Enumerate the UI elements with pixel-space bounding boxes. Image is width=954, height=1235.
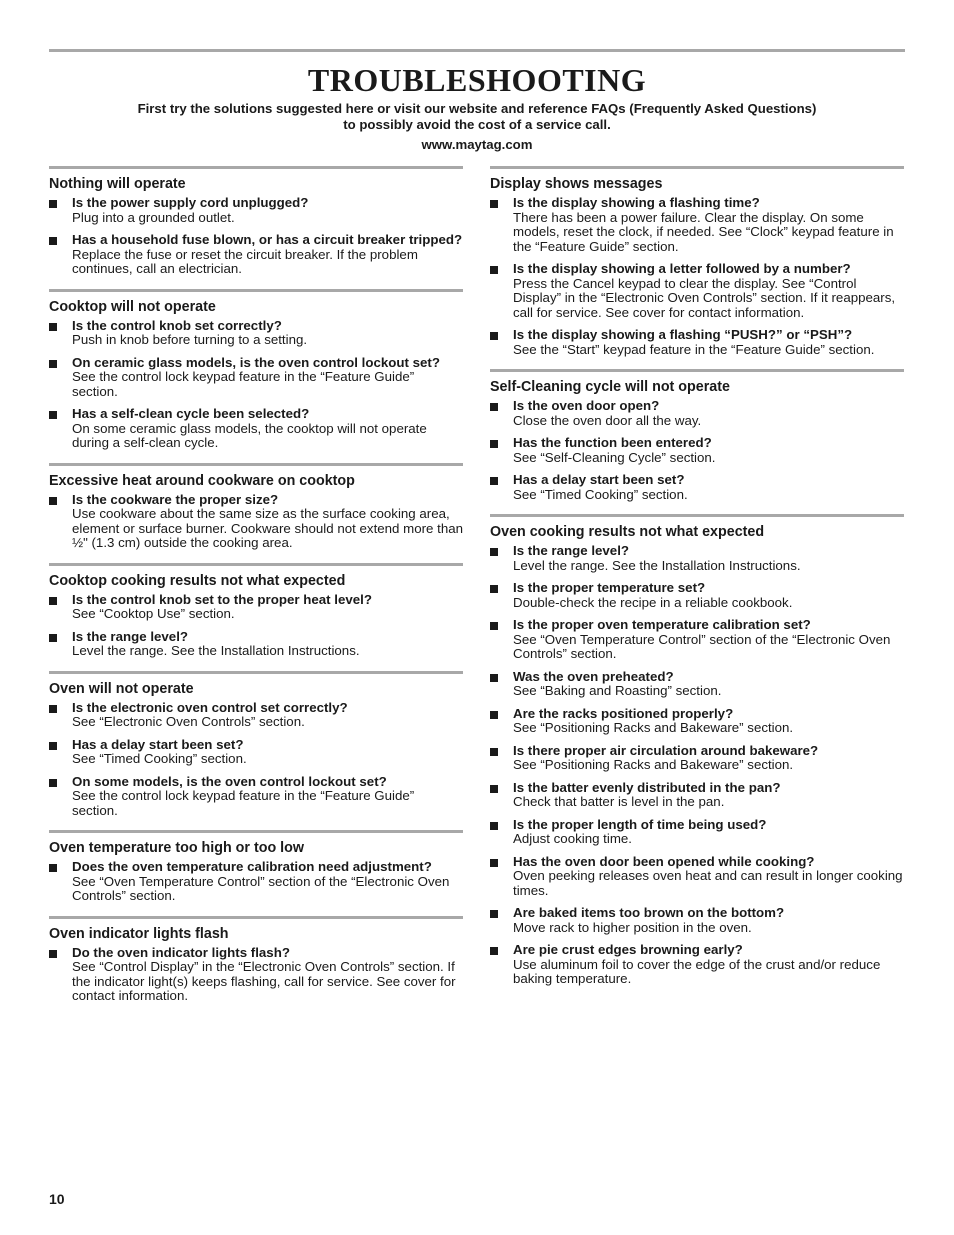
answer-text: See “Cooktop Use” section. bbox=[72, 606, 235, 621]
troubleshooting-section bbox=[49, 563, 463, 659]
question-text: Is the electronic oven control set correctly? bbox=[72, 699, 348, 715]
list-item bbox=[490, 473, 904, 502]
answer-text: Replace the fuse or reset the circuit breaker. If the problem continues, call an electrician. bbox=[72, 246, 418, 276]
square-bullet-icon bbox=[490, 859, 498, 867]
question-text: Has the function been entered? bbox=[513, 435, 712, 450]
question-text: Are the racks positioned properly? bbox=[513, 705, 734, 721]
square-bullet-icon bbox=[49, 200, 57, 208]
list-item bbox=[49, 860, 463, 904]
section-heading: Cooktop will not operate bbox=[49, 298, 216, 315]
question-text: Are baked items too brown on the bottom? bbox=[513, 905, 785, 920]
question-text: On ceramic glass models, is the oven control lockout set? bbox=[72, 354, 440, 370]
list-item bbox=[49, 738, 463, 767]
answer-text: Use aluminum foil to cover the edge of the crust and/or reduce baking temperature. bbox=[513, 956, 881, 986]
list-item bbox=[49, 775, 463, 819]
troubleshooting-section bbox=[49, 830, 463, 904]
intro-text bbox=[0, 101, 954, 133]
section-heading: Excessive heat around cookware on cooktop bbox=[49, 472, 355, 489]
top-rule bbox=[49, 49, 905, 52]
square-bullet-icon bbox=[49, 360, 57, 368]
list-item bbox=[49, 233, 463, 277]
question-text: Is the batter evenly distributed in the pan? bbox=[513, 779, 781, 795]
list-item bbox=[49, 407, 463, 451]
question-text: On some models, is the oven control lockout set? bbox=[72, 773, 387, 789]
question-text: Is the oven door open? bbox=[513, 398, 660, 413]
square-bullet-icon bbox=[49, 323, 57, 331]
answer-text: Double-check the recipe in a reliable cookbook. bbox=[513, 594, 793, 610]
question-text: Is the power supply cord unplugged? bbox=[72, 195, 309, 210]
section-heading: Oven temperature too high or too low bbox=[49, 840, 304, 856]
list-item bbox=[490, 436, 904, 465]
list-item bbox=[490, 707, 904, 736]
question-text: Is the display showing a letter followed by a number? bbox=[513, 261, 851, 276]
answer-text: Oven peeking releases oven heat and can result in longer cooking times. bbox=[513, 868, 903, 898]
question-text: Are pie crust edges browning early? bbox=[513, 942, 743, 957]
troubleshooting-section bbox=[490, 166, 904, 357]
answer-text: See “Electronic Oven Controls” section. bbox=[72, 714, 305, 729]
answer-text: See “Timed Cooking” section. bbox=[72, 751, 247, 766]
square-bullet-icon bbox=[490, 748, 498, 756]
list-item bbox=[490, 744, 904, 773]
square-bullet-icon bbox=[490, 711, 498, 719]
square-bullet-icon bbox=[490, 332, 498, 340]
answer-text: Plug into a grounded outlet. bbox=[72, 209, 235, 225]
troubleshooting-section bbox=[490, 514, 904, 987]
answer-text: Level the range. See the Installation Instructions. bbox=[513, 557, 801, 573]
list-item bbox=[49, 356, 463, 400]
answer-text: Use cookware about the same size as the surface cooking area, element or surface burner. Cookware should not extend more than ½" (1.3 cm) outside the cooking area. bbox=[72, 506, 464, 550]
list-item bbox=[490, 196, 904, 254]
square-bullet-icon bbox=[490, 200, 498, 208]
square-bullet-icon bbox=[490, 947, 498, 955]
square-bullet-icon bbox=[49, 634, 57, 642]
square-bullet-icon bbox=[49, 597, 57, 605]
question-text: Is the display showing a flashing time? bbox=[513, 195, 760, 210]
question-text: Is the cookware the proper size? bbox=[72, 491, 279, 507]
question-text: Has a delay start been set? bbox=[72, 736, 244, 752]
section-heading: Oven indicator lights flash bbox=[49, 925, 229, 942]
question-text: Has a delay start been set? bbox=[513, 472, 685, 487]
right-column bbox=[490, 166, 904, 999]
answer-text: Level the range. See the Installation Instructions. bbox=[72, 643, 360, 658]
troubleshooting-section bbox=[49, 671, 463, 819]
question-text: Is the proper temperature set? bbox=[513, 580, 706, 595]
answer-text: See “Oven Temperature Control” section of the “Electronic Oven Controls” section. bbox=[72, 873, 450, 903]
section-heading: Display shows messages bbox=[490, 176, 663, 192]
square-bullet-icon bbox=[490, 674, 498, 682]
intro-line-1: First try the solutions suggested here or visit our website and reference FAQs (Frequently Asked Questions) bbox=[137, 101, 817, 116]
troubleshooting-section bbox=[49, 916, 463, 1004]
answer-text: There has been a power failure. Clear the display. On some models, reset the clock, if needed. See “Clock” keypad feature in the “Feature Guide” section. bbox=[513, 209, 894, 254]
square-bullet-icon bbox=[490, 548, 498, 556]
list-item bbox=[490, 328, 904, 357]
list-item bbox=[49, 946, 463, 1004]
section-heading: Self-Cleaning cycle will not operate bbox=[490, 379, 730, 395]
answer-text: Check that batter is level in the pan. bbox=[513, 794, 725, 809]
question-text: Is the proper length of time being used? bbox=[513, 816, 767, 832]
square-bullet-icon bbox=[490, 622, 498, 630]
square-bullet-icon bbox=[49, 950, 57, 958]
section-heading: Cooktop cooking results not what expected bbox=[49, 572, 346, 589]
list-item bbox=[490, 781, 904, 810]
square-bullet-icon bbox=[49, 742, 57, 750]
answer-text: Close the oven door all the way. bbox=[513, 412, 702, 428]
question-text: Was the oven preheated? bbox=[513, 668, 674, 684]
square-bullet-icon bbox=[490, 403, 498, 411]
square-bullet-icon bbox=[49, 497, 57, 505]
square-bullet-icon bbox=[490, 910, 498, 918]
square-bullet-icon bbox=[490, 440, 498, 448]
left-column bbox=[49, 166, 463, 1016]
list-item bbox=[490, 670, 904, 699]
section-heading: Oven will not operate bbox=[49, 680, 194, 697]
square-bullet-icon bbox=[490, 785, 498, 793]
question-text: Is the display showing a flashing “PUSH?” or “PSH”? bbox=[513, 327, 853, 342]
question-text: Do the oven indicator lights flash? bbox=[72, 944, 290, 960]
square-bullet-icon bbox=[490, 477, 498, 485]
troubleshooting-section bbox=[49, 289, 463, 451]
question-text: Is the range level? bbox=[513, 543, 630, 558]
square-bullet-icon bbox=[490, 585, 498, 593]
question-text: Is the proper oven temperature calibration set? bbox=[513, 617, 811, 632]
question-text: Has a self-clean cycle been selected? bbox=[72, 406, 310, 421]
troubleshooting-section bbox=[490, 369, 904, 502]
list-item bbox=[490, 399, 904, 428]
square-bullet-icon bbox=[49, 411, 57, 419]
question-text: Is the control knob set to the proper heat level? bbox=[72, 591, 372, 607]
answer-text: See the control lock keypad feature in the “Feature Guide” section. bbox=[72, 369, 415, 399]
answer-text: See “Self-Cleaning Cycle” section. bbox=[513, 449, 716, 465]
square-bullet-icon bbox=[49, 779, 57, 787]
answer-text: See “Control Display” in the “Electronic Oven Controls” section. If the indicator light(s) keeps flashing, call for service. See cover for contact information. bbox=[72, 959, 456, 1003]
square-bullet-icon bbox=[490, 822, 498, 830]
list-item bbox=[49, 701, 463, 730]
answer-text: On some ceramic glass models, the cooktop will not operate during a self-clean cycle. bbox=[72, 420, 427, 450]
list-item bbox=[49, 319, 463, 348]
answer-text: See “Baking and Roasting” section. bbox=[513, 683, 722, 698]
question-text: Is the control knob set correctly? bbox=[72, 317, 282, 333]
intro-line-2: to possibly avoid the cost of a service call. bbox=[343, 117, 611, 132]
answer-text: See “Timed Cooking” section. bbox=[513, 486, 688, 502]
square-bullet-icon bbox=[49, 237, 57, 245]
website-link[interactable]: www.maytag.com bbox=[421, 137, 533, 152]
question-text: Is there proper air circulation around bakeware? bbox=[513, 742, 819, 758]
list-item bbox=[490, 906, 904, 935]
list-item bbox=[49, 493, 463, 551]
page-number: 10 bbox=[49, 1191, 65, 1207]
answer-text: See “Positioning Racks and Bakeware” section. bbox=[513, 757, 794, 772]
answer-text: See “Oven Temperature Control” section of the “Electronic Oven Controls” section. bbox=[513, 631, 891, 661]
list-item bbox=[490, 818, 904, 847]
question-text: Is the range level? bbox=[72, 628, 189, 644]
answer-text: See the control lock keypad feature in the “Feature Guide” section. bbox=[72, 788, 415, 818]
section-heading: Oven cooking results not what expected bbox=[490, 524, 765, 540]
answer-text: Press the Cancel keypad to clear the display. See “Control Display” in the “Electronic Oven Controls” section. If it reappears, call for service. See cover for contact information. bbox=[513, 275, 896, 320]
answer-text: Move rack to higher position in the oven. bbox=[513, 919, 752, 935]
list-item bbox=[490, 544, 904, 573]
list-item bbox=[490, 855, 904, 899]
question-text: Has a household fuse blown, or has a circuit breaker tripped? bbox=[72, 232, 463, 247]
troubleshooting-section bbox=[49, 463, 463, 551]
square-bullet-icon bbox=[49, 864, 57, 872]
list-item bbox=[49, 593, 463, 622]
list-item bbox=[490, 262, 904, 320]
list-item bbox=[490, 581, 904, 610]
square-bullet-icon bbox=[490, 266, 498, 274]
list-item bbox=[49, 196, 463, 225]
answer-text: See “Positioning Racks and Bakeware” section. bbox=[513, 720, 794, 735]
list-item bbox=[49, 630, 463, 659]
question-text: Does the oven temperature calibration need adjustment? bbox=[72, 859, 432, 874]
page-title: TROUBLESHOOTING bbox=[307, 62, 647, 98]
troubleshooting-section bbox=[49, 166, 463, 277]
answer-text: Push in knob before turning to a setting. bbox=[72, 332, 308, 347]
question-text: Has the oven door been opened while cooking? bbox=[513, 853, 815, 869]
list-item bbox=[490, 943, 904, 987]
answer-text: See the “Start” keypad feature in the “Feature Guide” section. bbox=[513, 341, 875, 357]
square-bullet-icon bbox=[49, 705, 57, 713]
answer-text: Adjust cooking time. bbox=[513, 831, 632, 846]
list-item bbox=[490, 618, 904, 662]
section-heading: Nothing will operate bbox=[49, 176, 186, 192]
